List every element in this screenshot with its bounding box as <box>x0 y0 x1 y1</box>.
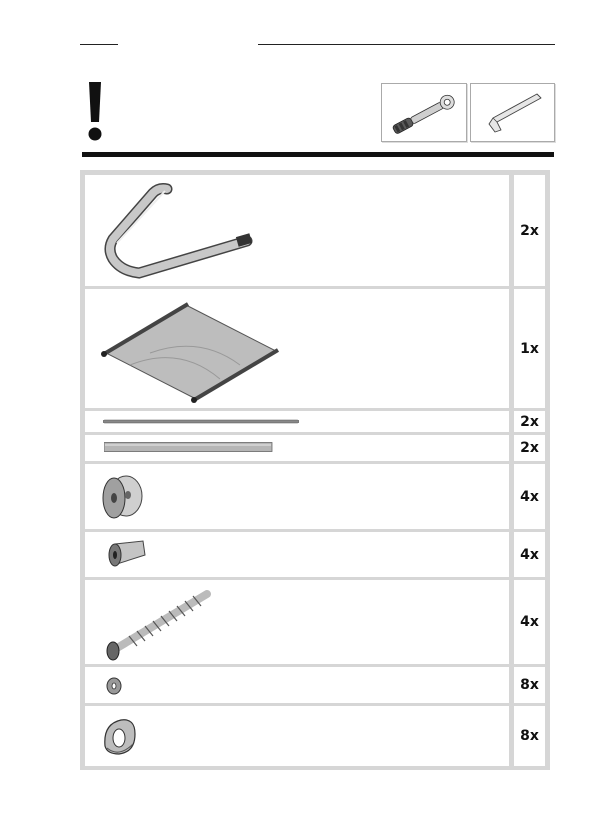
qty-sleeve-nut: 4x <box>514 532 545 577</box>
sleeve-nut-icon <box>105 538 149 570</box>
curved-washer-icon <box>99 714 141 758</box>
qty-seat: 1x <box>514 289 545 408</box>
header-rule-right <box>258 44 555 45</box>
qty-end-cap: 4x <box>514 464 545 529</box>
allen-key-icon <box>471 84 554 141</box>
long-bolt-icon <box>103 586 215 662</box>
qty-u-frame: 2x <box>514 175 545 286</box>
part-row-seat <box>85 289 509 408</box>
round-end-cap-icon <box>99 472 145 522</box>
part-row-u-frame <box>85 175 509 286</box>
qty-thick-rod: 2x <box>514 435 545 461</box>
thick-rod-icon <box>104 442 274 453</box>
part-row-sleeve-nut <box>85 532 509 577</box>
header-rule-left <box>80 44 118 45</box>
exclamation-icon <box>83 80 107 142</box>
thin-rod-icon <box>103 419 299 424</box>
washer-icon <box>105 677 123 695</box>
part-row-end-cap <box>85 464 509 529</box>
part-row-curved-washer <box>85 706 509 766</box>
u-shaped-tube-icon <box>97 181 267 286</box>
qty-thin-rod: 2x <box>514 411 545 432</box>
tool-box-allen-key <box>470 83 555 142</box>
torque-wrench-icon <box>382 84 466 141</box>
part-row-washer <box>85 667 509 703</box>
part-row-thick-rod <box>85 435 509 461</box>
header-thick-rule <box>82 152 554 157</box>
qty-curved-washer: 8x <box>514 706 545 766</box>
tool-box-wrench <box>381 83 467 142</box>
part-row-thin-rod <box>85 411 509 432</box>
fabric-seat-icon <box>100 295 290 407</box>
part-row-long-bolt <box>85 580 509 664</box>
qty-washer: 8x <box>514 667 545 703</box>
qty-long-bolt: 4x <box>514 580 545 664</box>
